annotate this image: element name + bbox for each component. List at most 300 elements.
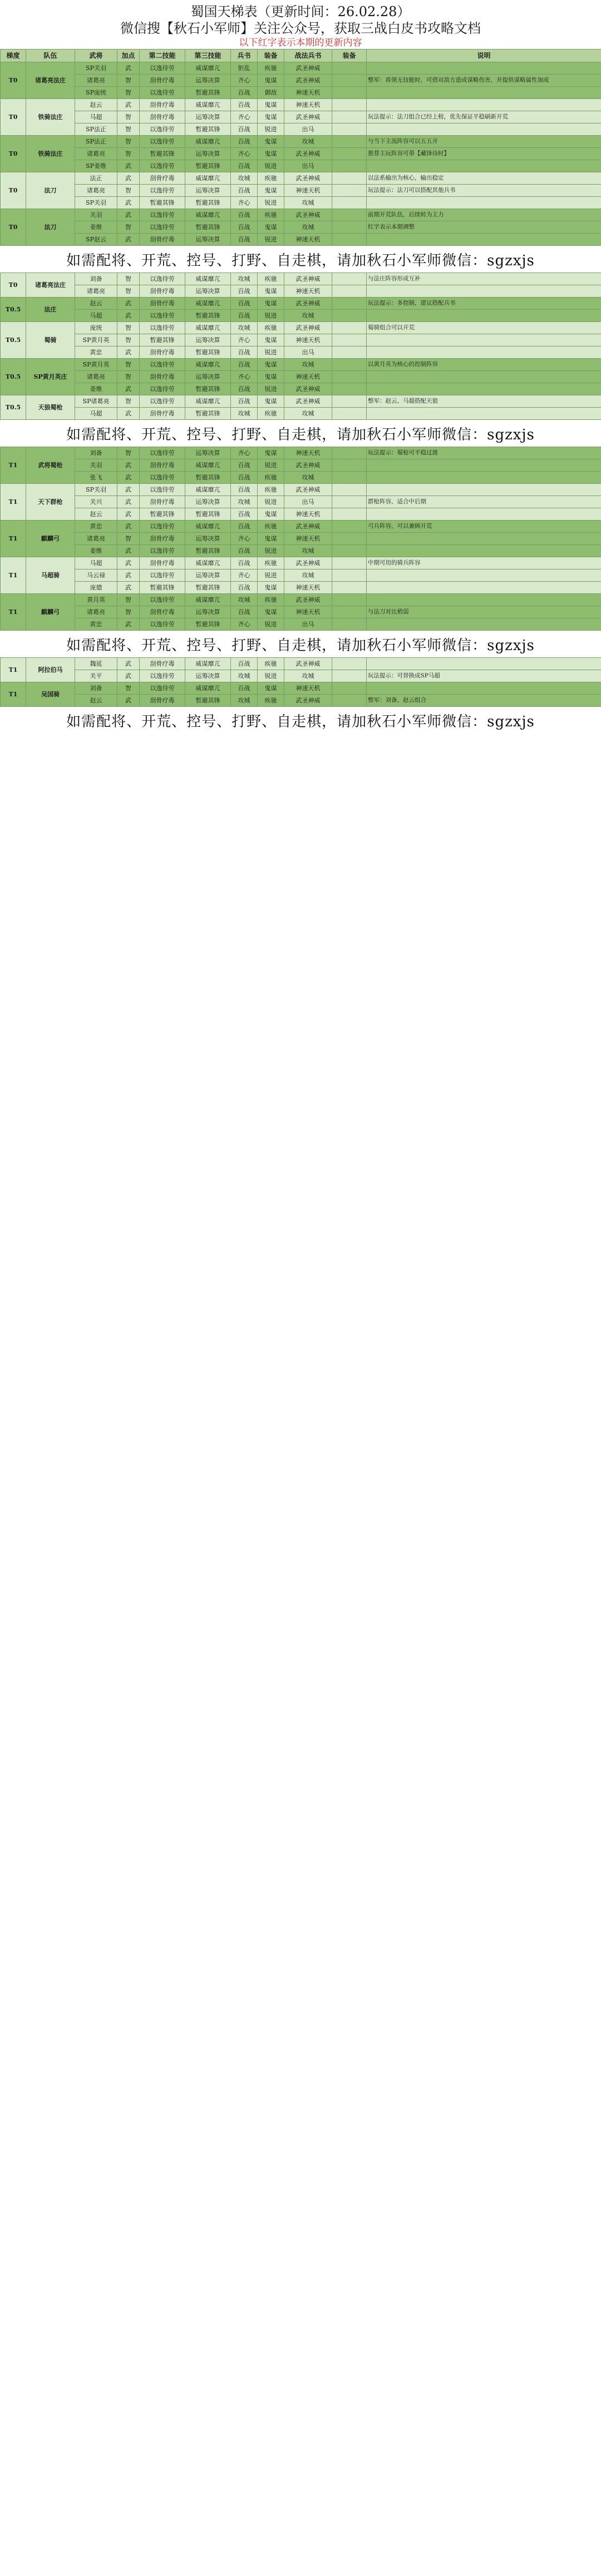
skill3-cell: 暂避其锋 — [185, 123, 231, 136]
equip2-cell — [332, 496, 367, 508]
skill3-cell: 暂避其锋 — [185, 197, 231, 209]
skill3-cell: 暂避其锋 — [185, 408, 231, 420]
general-cell: 马云禄 — [75, 569, 117, 582]
book-cell: 百战 — [231, 521, 258, 533]
equip2-cell — [332, 658, 367, 670]
general-cell: 姜维 — [75, 221, 117, 234]
skill3-cell: 威谋靡亢 — [185, 459, 231, 472]
column-header: 装备 — [332, 49, 367, 62]
general-cell: 刘备 — [75, 273, 117, 285]
tactic-book-cell: 武圣神威 — [284, 111, 332, 123]
table-row — [1, 670, 601, 682]
general-cell: 诸葛亮 — [75, 606, 117, 618]
skill3-cell: 运筹决算 — [185, 496, 231, 508]
description-cell — [367, 123, 601, 136]
description-cell: 整军：刘备、赵云组合 — [367, 695, 601, 707]
general-cell: 马超 — [75, 557, 117, 569]
skill2-cell: 刮骨疗毒 — [140, 658, 185, 670]
skill2-cell: 以逸待劳 — [140, 569, 185, 582]
skill3-cell: 暂避其锋 — [185, 310, 231, 322]
tactic-book-cell: 武圣神威 — [284, 594, 332, 606]
equip-cell: 鬼谋 — [258, 75, 284, 87]
general-cell: 诸葛亮 — [75, 371, 117, 383]
tactic-book-cell: 武圣神威 — [284, 273, 332, 285]
skill2-cell: 暂避其锋 — [140, 508, 185, 521]
skill2-cell: 以逸待劳 — [140, 545, 185, 557]
equip2-cell — [332, 197, 367, 209]
tactic-book-cell: 武圣神威 — [284, 521, 332, 533]
description-cell — [367, 285, 601, 298]
skill3-cell: 威谋靡亢 — [185, 172, 231, 185]
skill3-cell: 暂避其锋 — [185, 618, 231, 631]
general-cell: 关羽 — [75, 459, 117, 472]
book-cell: 攻城 — [231, 408, 258, 420]
general-cell: 赵云 — [75, 695, 117, 707]
skill2-cell: 以逸待劳 — [140, 62, 185, 75]
skill3-cell: 威谋靡亢 — [185, 359, 231, 371]
general-cell: 诸葛亮 — [75, 285, 117, 298]
table-row — [1, 62, 601, 75]
equip2-cell — [332, 545, 367, 557]
skill2-cell: 刮骨疗毒 — [140, 695, 185, 707]
skill2-cell: 刮骨疗毒 — [140, 496, 185, 508]
description-cell — [367, 310, 601, 322]
tier-table-block — [0, 273, 601, 420]
general-cell: 诸葛亮 — [75, 185, 117, 197]
team-cell: 法刀 — [26, 172, 75, 209]
team-cell: 马超骑 — [26, 557, 75, 594]
skill3-cell: 运筹决算 — [185, 75, 231, 87]
description-cell — [367, 569, 601, 582]
equip2-cell — [332, 160, 367, 172]
table-row — [1, 459, 601, 472]
page-title: 蜀国天梯表（更新时间：26.02.28） — [190, 4, 411, 19]
general-cell: 黄忠 — [75, 521, 117, 533]
equip2-cell — [332, 508, 367, 521]
equip2-cell — [332, 618, 367, 631]
tactic-book-cell: 神速天机 — [284, 87, 332, 99]
skill2-cell: 刮骨疗毒 — [140, 111, 185, 123]
table-row — [1, 87, 601, 99]
tactic-book-cell: 攻城 — [284, 569, 332, 582]
stat-cell: 智 — [117, 148, 140, 160]
book-cell: 百战 — [231, 234, 258, 246]
skill2-cell: 以逸待劳 — [140, 273, 185, 285]
stat-cell: 智 — [117, 447, 140, 459]
description-cell — [367, 334, 601, 346]
book-cell: 齐心 — [231, 447, 258, 459]
table-row — [1, 285, 601, 298]
description-cell: 蜀骑组合可以开荒 — [367, 322, 601, 334]
general-cell: 黄忠 — [75, 618, 117, 631]
stat-cell: 武 — [117, 209, 140, 221]
book-cell: 百战 — [231, 99, 258, 111]
skill2-cell: 以逸待劳 — [140, 670, 185, 682]
equip-cell: 疾驰 — [258, 472, 284, 484]
skill2-cell: 刮骨疗毒 — [140, 408, 185, 420]
skill3-cell: 运筹决算 — [185, 234, 231, 246]
equip-cell: 御敌 — [258, 87, 284, 99]
stat-cell: 武 — [117, 310, 140, 322]
equip-cell: 疾驰 — [258, 62, 284, 75]
equip-cell: 鬼谋 — [258, 136, 284, 148]
equip2-cell — [332, 569, 367, 582]
table-row — [1, 682, 601, 695]
team-cell: SP黄月英庄 — [26, 359, 75, 395]
equip-cell: 锐进 — [258, 310, 284, 322]
update-note: 以下红字表示本期的更新内容 — [239, 37, 362, 48]
stat-cell: 武 — [117, 508, 140, 521]
equip-cell: 鬼谋 — [258, 533, 284, 545]
equip-cell: 疾驰 — [258, 557, 284, 569]
stat-cell: 武 — [117, 496, 140, 508]
stat-cell: 智 — [117, 75, 140, 87]
description-cell — [367, 533, 601, 545]
stat-cell: 武 — [117, 521, 140, 533]
contact-banner: 如需配将、开荒、控号、打野、自走棋，请加秋石小军师微信：sgzxjs — [0, 420, 601, 447]
book-cell: 百战 — [231, 221, 258, 234]
general-cell: SP法正 — [75, 136, 117, 148]
tier-table-block — [0, 49, 601, 246]
stat-cell: 武 — [117, 346, 140, 359]
equip-cell: 鬼谋 — [258, 221, 284, 234]
equip2-cell — [332, 594, 367, 606]
equip2-cell — [332, 521, 367, 533]
book-cell: 拒乱 — [231, 62, 258, 75]
general-cell: 庞统 — [75, 322, 117, 334]
skill2-cell: 以逸待劳 — [140, 472, 185, 484]
equip-cell: 鬼谋 — [258, 682, 284, 695]
table-row — [1, 197, 601, 209]
tactic-book-cell: 神速天机 — [284, 606, 332, 618]
book-cell: 百战 — [231, 346, 258, 359]
stat-cell: 智 — [117, 359, 140, 371]
table-row — [1, 606, 601, 618]
equip2-cell — [332, 408, 367, 420]
tier-cell: T0.5 — [1, 395, 26, 420]
book-cell: 攻城 — [231, 496, 258, 508]
equip-cell: 鬼谋 — [258, 185, 284, 197]
stat-cell: 智 — [117, 322, 140, 334]
skill2-cell: 以逸待劳 — [140, 123, 185, 136]
book-cell: 百战 — [231, 459, 258, 472]
tactic-book-cell: 出马 — [284, 496, 332, 508]
tactic-book-cell: 神速天机 — [284, 508, 332, 521]
skill2-cell: 以逸待劳 — [140, 594, 185, 606]
skill2-cell: 暂避其锋 — [140, 148, 185, 160]
skill3-cell: 运筹决算 — [185, 670, 231, 682]
equip2-cell — [332, 447, 367, 459]
table-row — [1, 334, 601, 346]
tier-cell: T1 — [1, 521, 26, 557]
book-cell: 百战 — [231, 136, 258, 148]
general-cell: SP黄月英 — [75, 359, 117, 371]
table-row — [1, 408, 601, 420]
book-cell: 百战 — [231, 123, 258, 136]
team-cell: 蜀骑 — [26, 322, 75, 359]
book-cell: 攻城 — [231, 322, 258, 334]
description-cell — [367, 408, 601, 420]
table-row — [1, 136, 601, 148]
general-cell: 关平 — [75, 670, 117, 682]
book-cell: 百战 — [231, 545, 258, 557]
description-cell — [367, 99, 601, 111]
column-header: 第二技能 — [140, 49, 185, 62]
table-row — [1, 99, 601, 111]
book-cell: 攻城 — [231, 273, 258, 285]
skill2-cell: 以逸待劳 — [140, 209, 185, 221]
general-cell: 黄忠 — [75, 346, 117, 359]
skill3-cell: 运筹决算 — [185, 447, 231, 459]
skill2-cell: 刮骨疗毒 — [140, 285, 185, 298]
tier-table-block — [0, 447, 601, 631]
skill3-cell: 暂避其锋 — [185, 160, 231, 172]
description-cell: 与法刀对比稍弱 — [367, 606, 601, 618]
table-row — [1, 383, 601, 395]
description-cell: 红字表示本期调整 — [367, 221, 601, 234]
tier-cell: T1 — [1, 447, 26, 484]
description-cell — [367, 197, 601, 209]
description-cell: 前期开荒队伍，后续转为主力 — [367, 209, 601, 221]
stat-cell: 智 — [117, 87, 140, 99]
column-header: 武将 — [75, 49, 117, 62]
skill3-cell: 威谋靡亢 — [185, 658, 231, 670]
equip2-cell — [332, 670, 367, 682]
skill2-cell: 以逸待劳 — [140, 310, 185, 322]
general-cell: 姜维 — [75, 383, 117, 395]
contact-banner: 如需配将、开荒、控号、打野、自走棋，请加秋石小军师微信：sgzxjs — [0, 707, 601, 734]
general-cell: 黄月英 — [75, 594, 117, 606]
general-cell: 诸葛亮 — [75, 75, 117, 87]
table-row — [1, 533, 601, 545]
skill3-cell: 运筹决算 — [185, 185, 231, 197]
tactic-book-cell: 武圣神威 — [284, 148, 332, 160]
equip-cell: 鬼谋 — [258, 582, 284, 594]
description-cell — [367, 484, 601, 496]
general-cell: 关羽 — [75, 209, 117, 221]
tactic-book-cell: 武圣神威 — [284, 62, 332, 75]
book-cell: 百战 — [231, 484, 258, 496]
skill3-cell: 运筹决算 — [185, 569, 231, 582]
equip-cell: 锐进 — [258, 234, 284, 246]
equip-cell: 疾驰 — [258, 695, 284, 707]
equip-cell: 鬼谋 — [258, 606, 284, 618]
stat-cell: 武 — [117, 695, 140, 707]
table-row — [1, 310, 601, 322]
tactic-book-cell: 神速天机 — [284, 371, 332, 383]
stat-cell: 智 — [117, 221, 140, 234]
equip2-cell — [332, 234, 367, 246]
tactic-book-cell: 武圣神威 — [284, 557, 332, 569]
equip2-cell — [332, 582, 367, 594]
table-row — [1, 618, 601, 631]
tactic-book-cell: 攻城 — [284, 221, 332, 234]
equip2-cell — [332, 371, 367, 383]
skill2-cell: 以逸待劳 — [140, 185, 185, 197]
skill3-cell: 威谋靡亢 — [185, 99, 231, 111]
equip2-cell — [332, 533, 367, 545]
skill3-cell: 威谋靡亢 — [185, 298, 231, 310]
equip2-cell — [332, 395, 367, 408]
table-row — [1, 185, 601, 197]
team-cell: 麒麟弓 — [26, 594, 75, 631]
equip-cell: 疾驰 — [258, 521, 284, 533]
skill2-cell: 刮骨疗毒 — [140, 234, 185, 246]
equip-cell: 鬼谋 — [258, 371, 284, 383]
skill3-cell: 威谋靡亢 — [185, 273, 231, 285]
general-cell: 张飞 — [75, 472, 117, 484]
general-cell: SP诸葛亮 — [75, 395, 117, 408]
equip-cell: 疾驰 — [258, 408, 284, 420]
tier-cell: T0 — [1, 136, 26, 172]
general-cell: 庞德 — [75, 582, 117, 594]
stat-cell: 武 — [117, 408, 140, 420]
skill2-cell: 以逸待劳 — [140, 618, 185, 631]
table-row — [1, 447, 601, 459]
skill3-cell: 威谋靡亢 — [185, 682, 231, 695]
description-cell: 玩法提示：法刀组合已经上榜，优先保证平稳刷新开荒 — [367, 111, 601, 123]
table-row — [1, 695, 601, 707]
book-cell: 百战 — [231, 682, 258, 695]
skill2-cell: 以逸待劳 — [140, 682, 185, 695]
book-cell: 攻城 — [231, 695, 258, 707]
skill2-cell: 刮骨疗毒 — [140, 346, 185, 359]
table-row — [1, 234, 601, 246]
tactic-book-cell: 神速天机 — [284, 285, 332, 298]
book-cell: 齐心 — [231, 371, 258, 383]
stat-cell: 武 — [117, 62, 140, 75]
skill3-cell: 威谋靡亢 — [185, 136, 231, 148]
skill3-cell: 威谋靡亢 — [185, 62, 231, 75]
tier-table — [0, 49, 601, 734]
tier-cell: T0 — [1, 62, 26, 99]
general-cell: 魏延 — [75, 658, 117, 670]
team-cell: 阿拉伯马 — [26, 658, 75, 682]
stat-cell: 智 — [117, 594, 140, 606]
equip2-cell — [332, 606, 367, 618]
book-cell: 齐心 — [231, 148, 258, 160]
equip-cell: 锐进 — [258, 459, 284, 472]
tactic-book-cell: 出马 — [284, 618, 332, 631]
equip2-cell — [332, 99, 367, 111]
book-cell: 百战 — [231, 658, 258, 670]
equip2-cell — [332, 285, 367, 298]
description-cell — [367, 346, 601, 359]
stat-cell: 武 — [117, 545, 140, 557]
skill2-cell: 刮骨疗毒 — [140, 75, 185, 87]
equip2-cell — [332, 136, 367, 148]
general-cell: 诸葛亮 — [75, 533, 117, 545]
skill3-cell: 威谋靡亢 — [185, 521, 231, 533]
skill2-cell: 刮骨疗毒 — [140, 459, 185, 472]
book-cell: 齐心 — [231, 75, 258, 87]
equip-cell: 疾驰 — [258, 594, 284, 606]
skill3-cell: 暂避其锋 — [185, 545, 231, 557]
equip-cell: 疾驰 — [258, 273, 284, 285]
team-cell: 铁骑法庄 — [26, 136, 75, 172]
stat-cell: 智 — [117, 334, 140, 346]
skill2-cell: 以逸待劳 — [140, 521, 185, 533]
table-row — [1, 496, 601, 508]
equip2-cell — [332, 221, 367, 234]
skill3-cell: 威谋靡亢 — [185, 484, 231, 496]
equip2-cell — [332, 273, 367, 285]
tactic-book-cell: 神速天机 — [284, 533, 332, 545]
tactic-book-cell: 攻城 — [284, 545, 332, 557]
tactic-book-cell: 攻城 — [284, 408, 332, 420]
stat-cell: 智 — [117, 395, 140, 408]
tactic-book-cell: 神速天机 — [284, 447, 332, 459]
equip2-cell — [332, 459, 367, 472]
equip2-cell — [332, 123, 367, 136]
tier-cell: T1 — [1, 484, 26, 521]
table-row — [1, 75, 601, 87]
general-cell: 刘备 — [75, 682, 117, 695]
description-cell — [367, 62, 601, 75]
table-row — [1, 221, 601, 234]
skill3-cell: 运筹决算 — [185, 533, 231, 545]
description-cell — [367, 545, 601, 557]
skill3-cell: 运筹决算 — [185, 285, 231, 298]
tactic-book-cell: 攻城 — [284, 310, 332, 322]
general-cell: 法正 — [75, 172, 117, 185]
equip2-cell — [332, 310, 367, 322]
equip-cell: 疾驰 — [258, 484, 284, 496]
column-header: 说明 — [367, 49, 601, 62]
table-row — [1, 359, 601, 371]
skill2-cell: 以逸待劳 — [140, 359, 185, 371]
equip-cell: 鬼谋 — [258, 285, 284, 298]
equip-cell: 锐进 — [258, 160, 284, 172]
column-header: 梯度 — [1, 49, 26, 62]
page-subtitle: 微信搜【秋石小军师】关注公众号，获取三战白皮书攻略文档 — [120, 21, 481, 36]
description-cell — [367, 371, 601, 383]
general-cell: 赵云 — [75, 298, 117, 310]
equip-cell: 锐进 — [258, 346, 284, 359]
skill3-cell: 暂避其锋 — [185, 87, 231, 99]
description-cell: 玩法提示：多控制，建议搭配兵书 — [367, 298, 601, 310]
book-cell: 百战 — [231, 606, 258, 618]
skill3-cell: 运筹决算 — [185, 334, 231, 346]
skill2-cell: 以逸待劳 — [140, 447, 185, 459]
stat-cell: 武 — [117, 557, 140, 569]
table-row — [1, 148, 601, 160]
tactic-book-cell: 武圣神威 — [284, 484, 332, 496]
equip2-cell — [332, 472, 367, 484]
skill2-cell: 以逸待劳 — [140, 484, 185, 496]
tactic-book-cell: 武圣神威 — [284, 75, 332, 87]
equip2-cell — [332, 557, 367, 569]
description-cell — [367, 383, 601, 395]
tactic-book-cell: 攻城 — [284, 359, 332, 371]
tactic-book-cell: 武圣神威 — [284, 322, 332, 334]
stat-cell: 智 — [117, 111, 140, 123]
table-row — [1, 172, 601, 185]
stat-cell: 武 — [117, 99, 140, 111]
skill3-cell: 威谋靡亢 — [185, 395, 231, 408]
description-cell — [367, 459, 601, 472]
equip-cell: 锐进 — [258, 197, 284, 209]
general-cell: SP关羽 — [75, 62, 117, 75]
table-row — [1, 209, 601, 221]
table-row — [1, 508, 601, 521]
description-cell: 整军：将领无技能时，可借对敌方造成谋略伤害，并提供谋略属性加成 — [367, 75, 601, 87]
book-cell: 齐心 — [231, 334, 258, 346]
skill3-cell: 暂避其锋 — [185, 582, 231, 594]
stat-cell: 武 — [117, 160, 140, 172]
tier-cell: T0 — [1, 172, 26, 209]
column-header: 战法兵书 — [284, 49, 332, 62]
